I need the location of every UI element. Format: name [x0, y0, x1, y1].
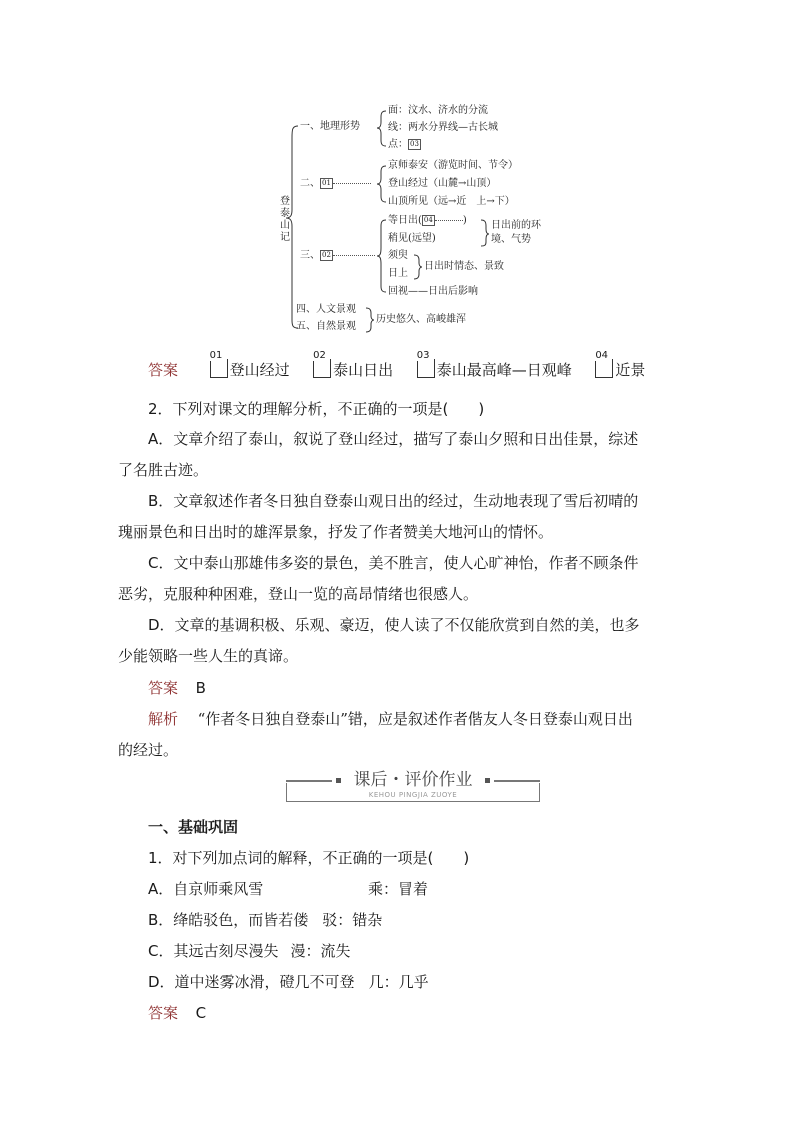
branch-3-side-b: 日出时情态、景致: [424, 261, 504, 272]
q2-analysis-line1: [148, 709, 633, 729]
banner-subtitle: KEHOU PINGJIA ZUOYE: [368, 791, 458, 799]
q1-answer-row: [148, 1003, 206, 1023]
branch-3-side-a-1: 日出前的环: [491, 220, 541, 231]
answer-tag-number: 02: [313, 350, 326, 361]
answer-tag: [416, 350, 435, 378]
analysis-label: 解析: [148, 710, 179, 728]
answer-item-3: 泰山最高峰—日观峰: [436, 361, 572, 379]
q2-option-d-line1: D．文章的基调积极、乐观、豪迈，使人读了不仅能欣赏到自然的美，也多: [148, 616, 640, 634]
bracket-1: [377, 111, 386, 146]
q2-answer-row: [148, 678, 206, 698]
branch-1-label: 一、地理形势: [300, 121, 360, 132]
branch-3-item-5: 回视——日出后影响: [388, 286, 478, 297]
branch-3-item-1: 等日出( 04 ): [388, 215, 467, 226]
root-title-char: 山: [280, 220, 290, 231]
q1-option-c: [148, 941, 351, 961]
fill-line: [333, 183, 371, 184]
fill-line: [435, 220, 463, 221]
answer-item-2: 泰山日出: [333, 361, 394, 379]
fill-line: [333, 255, 375, 256]
branch-3-item-4: 日上: [388, 268, 408, 279]
q1-option-d-gloss: 几：几乎: [368, 973, 429, 991]
answer-tag: [313, 350, 331, 378]
branch-5-side: 历史悠久、高峻雄浑: [376, 314, 466, 325]
section-heading: 一、基础巩固: [148, 818, 239, 836]
analysis-text: “作者冬日独自登泰山”错，应是叙述作者偕友人冬日登泰山观日出: [197, 710, 633, 728]
answer-tag-number: 01: [209, 350, 223, 361]
answer-box-04: 04: [423, 216, 433, 224]
branch-1-item-3-text: 点：: [388, 139, 408, 150]
q2-option-a-line1: A．文章介绍了泰山，叙说了登山经过，描写了泰山夕照和日出佳景，综述: [148, 430, 639, 448]
answer-box-03: 03: [410, 140, 419, 148]
answer-item-1: 登山经过: [229, 361, 290, 379]
answer-row-1: [148, 350, 646, 380]
answer-box-02: 02: [322, 251, 331, 259]
branch-3-label-text: 三、: [300, 250, 320, 261]
answer-label: 答案: [148, 361, 179, 379]
q2-answer-value: B: [195, 679, 206, 697]
branch-1-item-3: [388, 139, 421, 151]
q1-option-c-gloss: 漫：流失: [290, 942, 351, 960]
answer-tag-number: 04: [595, 350, 609, 361]
answer-item-4: 近景: [615, 361, 646, 379]
branch-4-label: 四、人文景观: [296, 304, 356, 315]
bracket-before-sunrise: [481, 220, 489, 246]
q2-option-c-line1: C．文中泰山那雄伟多姿的景色，美不胜言，使人心旷神怡，作者不顾条件: [148, 554, 639, 572]
answer-label: 答案: [148, 1004, 179, 1022]
q1-option-d-sentence: D．道中迷雾冰滑，磴几不可登: [148, 973, 355, 991]
branch-1-item-2: 线：两水分界线—古长城: [388, 122, 498, 133]
branch-2-item-3: 山顶所见（远→近 上→下）: [388, 196, 515, 207]
q1-option-a: A．自京师乘风雪: [148, 880, 264, 898]
banner-title: 课后・评价作业: [353, 770, 473, 790]
branch-3-item-1-text: 等日出(: [388, 215, 422, 226]
answer-label: 答案: [148, 679, 179, 697]
branch-1-item-1: 面：汶水、济水的分流: [388, 105, 488, 116]
bracket-2: [377, 166, 386, 202]
answer-tag-number: 03: [416, 350, 430, 361]
branch-2-label-text: 二、: [300, 178, 320, 189]
answer-tag: [595, 350, 613, 378]
diagram-root-title: [279, 196, 291, 244]
branch-2-label: [300, 178, 371, 190]
root-title-char: 泰: [280, 208, 290, 219]
branch-3-label: [300, 250, 375, 262]
structure-diagram: [276, 98, 566, 338]
answer-tag: [209, 350, 228, 378]
bracket-landscape: [366, 308, 374, 332]
q1-option-d: [148, 972, 429, 992]
q2-option-b-line2: 瑰丽景色和日出时的雄浑景象，抒发了作者赞美大地河山的情怀。: [118, 523, 554, 541]
root-title-char: 记: [280, 232, 290, 243]
branch-5-label: 五、自然景观: [296, 321, 356, 332]
q2-stem: 2．下列对课文的理解分析，不正确的一项是( ): [148, 400, 485, 418]
q2-analysis-line2: 的经过。: [118, 741, 179, 759]
branch-3-item-3: 须臾: [388, 250, 408, 261]
bracket-3: [377, 220, 386, 292]
q1-option-c-sentence: C．其远古刻尽漫失: [148, 942, 279, 960]
root-title-text: [279, 196, 291, 244]
section-banner: [286, 765, 540, 803]
q1-option-b-gloss: 驳：错杂: [322, 911, 383, 929]
bracket-sunrise: [414, 255, 422, 279]
root-title-char: 登: [280, 196, 290, 207]
branch-2-item-1: 京师泰安（游览时间、节令）: [388, 160, 518, 171]
q1-stem: 1．对下列加点词的解释，不正确的一项是( ): [148, 849, 470, 867]
branch-3-side-a-2: 境、气势: [491, 234, 531, 245]
q2-option-b-line1: B．文章叙述作者冬日独自登泰山观日出的经过，生动地表现了雪后初晴的: [148, 492, 639, 510]
q1-option-a-gloss: 乘：冒着: [368, 880, 429, 898]
answer-box-01: 01: [322, 179, 331, 187]
q2-option-d-line2: 少能领略一些人生的真谛。: [118, 647, 299, 665]
branch-2-item-2: 登山经过（山麓→山顶）: [388, 178, 497, 189]
q2-option-a-line2: 了名胜古迹。: [118, 461, 209, 479]
branch-3-item-2: 稍见(远望): [388, 233, 436, 244]
q1-option-b-sentence: B．绛皓驳色，而皆若偻: [148, 911, 309, 929]
q1-answer-value: C: [195, 1004, 207, 1022]
q1-option-b: [148, 910, 382, 930]
q2-option-c-line2: 恶劣，克服种种困难，登山一览的高昂情绪也很感人。: [118, 585, 479, 603]
